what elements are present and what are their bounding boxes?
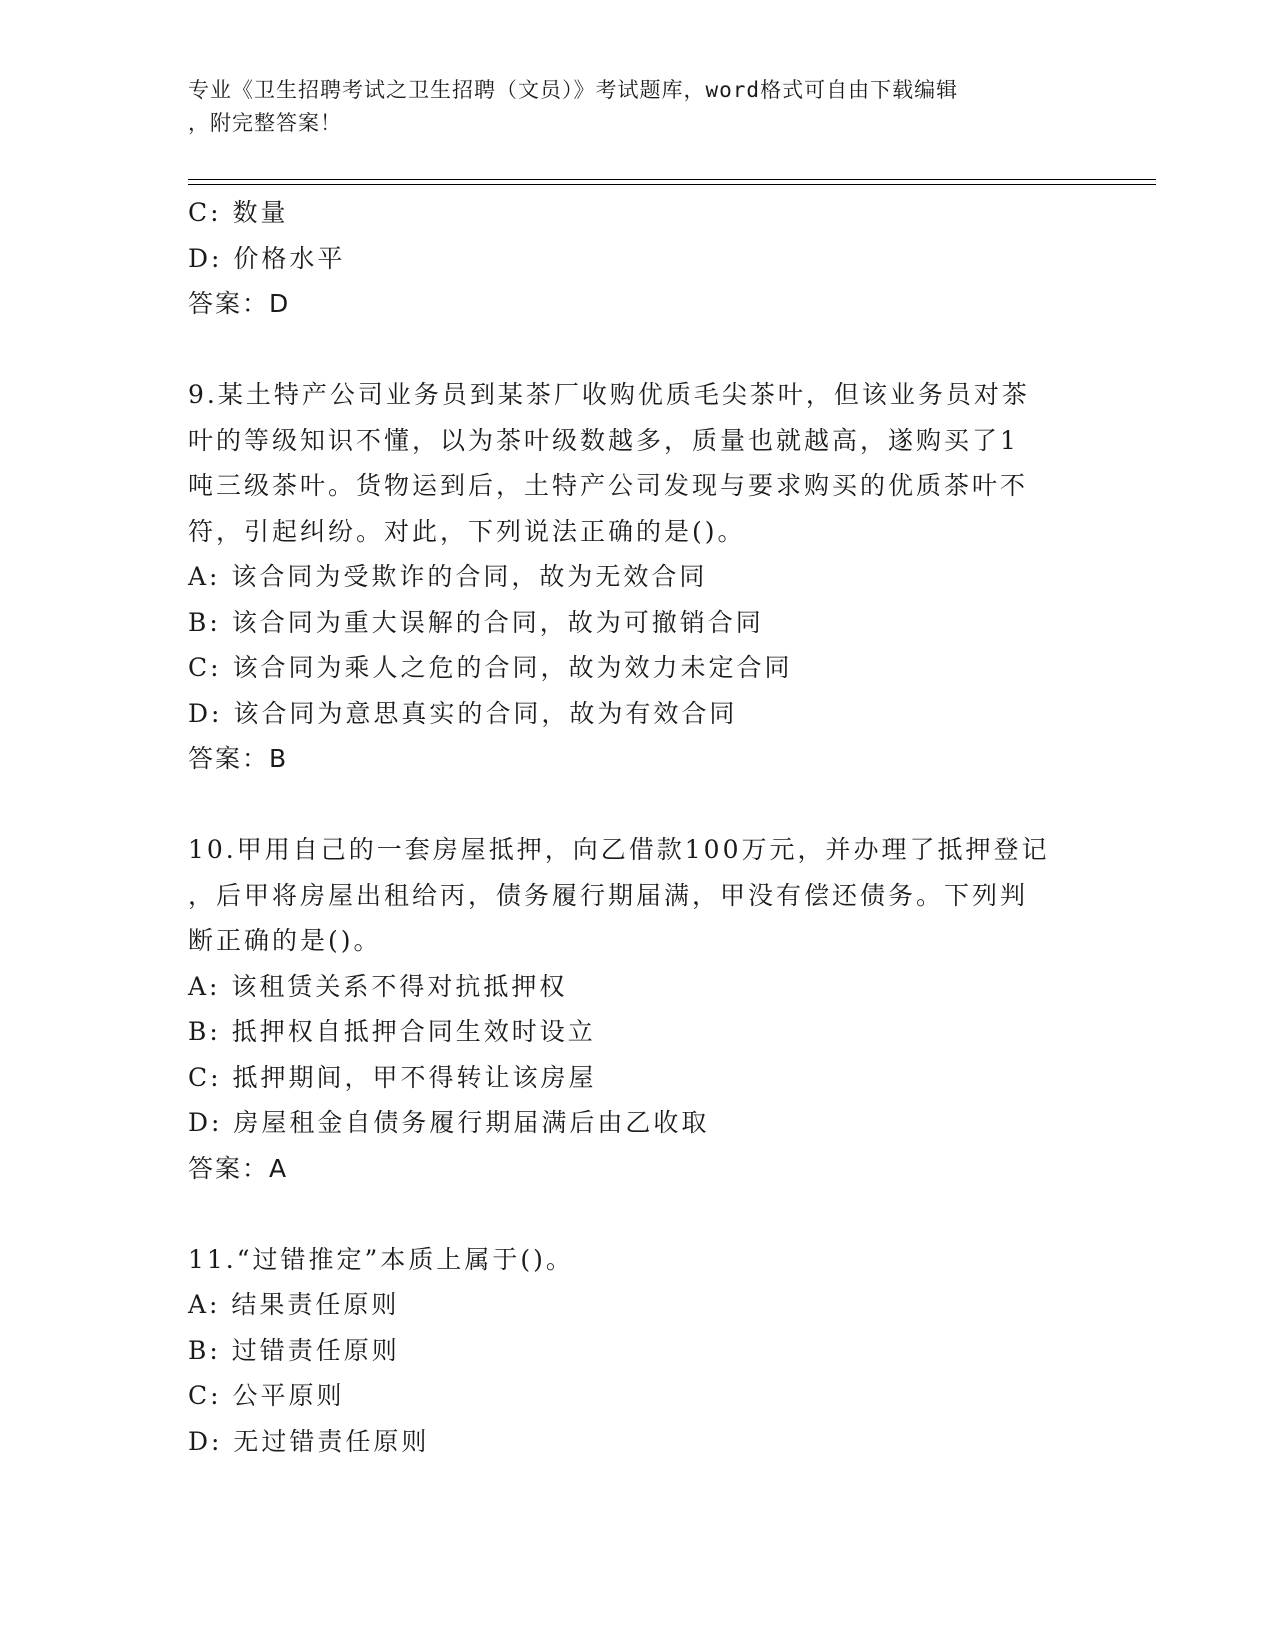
question-9 bbox=[188, 372, 1088, 782]
option-b: B: 该合同为重大误解的合同，故为可撤销合同 bbox=[188, 607, 764, 637]
option-d: D: 价格水平 bbox=[188, 243, 346, 273]
option-c: C: 数量 bbox=[188, 198, 289, 227]
option-c: C: 抵押期间，甲不得转让该房屋 bbox=[188, 1062, 597, 1092]
option-a: A: 该租赁关系不得对抗抵押权 bbox=[188, 971, 568, 1001]
question-content bbox=[188, 190, 1088, 1464]
answer-line: 答案：D bbox=[188, 289, 291, 318]
answer-line: 答案：B bbox=[188, 744, 289, 773]
question-10 bbox=[188, 827, 1088, 1191]
header-line-2: ，附完整答案！ bbox=[188, 111, 342, 135]
option-d: D: 房屋租金自债务履行期届满后由乙收取 bbox=[188, 1108, 710, 1137]
header-divider-top bbox=[188, 179, 1156, 180]
header-line-1: 专业《卫生招聘考试之卫生招聘（文员）》考试题库，word格式可自由下载编辑 bbox=[188, 78, 959, 102]
question-text-line: 叶的等级知识不懂，以为茶叶级数越多，质量也就越高，遂购买了1 bbox=[188, 425, 1019, 455]
option-d: D: 无过错责任原则 bbox=[188, 1426, 430, 1456]
spacer bbox=[188, 782, 1088, 828]
prev-question bbox=[188, 190, 1088, 327]
question-text-line: ，后甲将房屋出租给丙，债务履行期届满，甲没有偿还债务。下列判 bbox=[188, 880, 1029, 910]
question-text-line: 断正确的是()。 bbox=[188, 926, 382, 955]
spacer bbox=[188, 327, 1088, 373]
spacer bbox=[188, 1191, 1088, 1237]
option-c: C: 公平原则 bbox=[188, 1381, 345, 1410]
option-c: C: 该合同为乘人之危的合同，故为效力未定合同 bbox=[188, 653, 793, 682]
document-header bbox=[188, 74, 1088, 140]
option-b: B: 抵押权自抵押合同生效时设立 bbox=[188, 1017, 596, 1046]
option-a: A: 结果责任原则 bbox=[188, 1290, 400, 1319]
question-text-line: 吨三级茶叶。货物运到后，土特产公司发现与要求购买的优质茶叶不 bbox=[188, 471, 1029, 500]
header-divider-bottom bbox=[188, 184, 1156, 185]
question-text-line: 10.甲用自己的一套房屋抵押，向乙借款100万元，并办理了抵押登记 bbox=[188, 835, 1050, 864]
option-d: D: 该合同为意思真实的合同，故为有效合同 bbox=[188, 698, 738, 728]
question-11 bbox=[188, 1237, 1088, 1465]
option-b: B: 过错责任原则 bbox=[188, 1335, 400, 1365]
option-a: A: 该合同为受欺诈的合同，故为无效合同 bbox=[188, 562, 708, 591]
question-text-line: 9.某土特产公司业务员到某茶厂收购优质毛尖茶叶，但该业务员对茶 bbox=[188, 380, 1030, 409]
question-text-line: 11.“过错推定”本质上属于()。 bbox=[188, 1244, 574, 1274]
answer-line: 答案：A bbox=[188, 1153, 289, 1183]
question-text-line: 符，引起纠纷。对此，下列说法正确的是()。 bbox=[188, 516, 746, 546]
